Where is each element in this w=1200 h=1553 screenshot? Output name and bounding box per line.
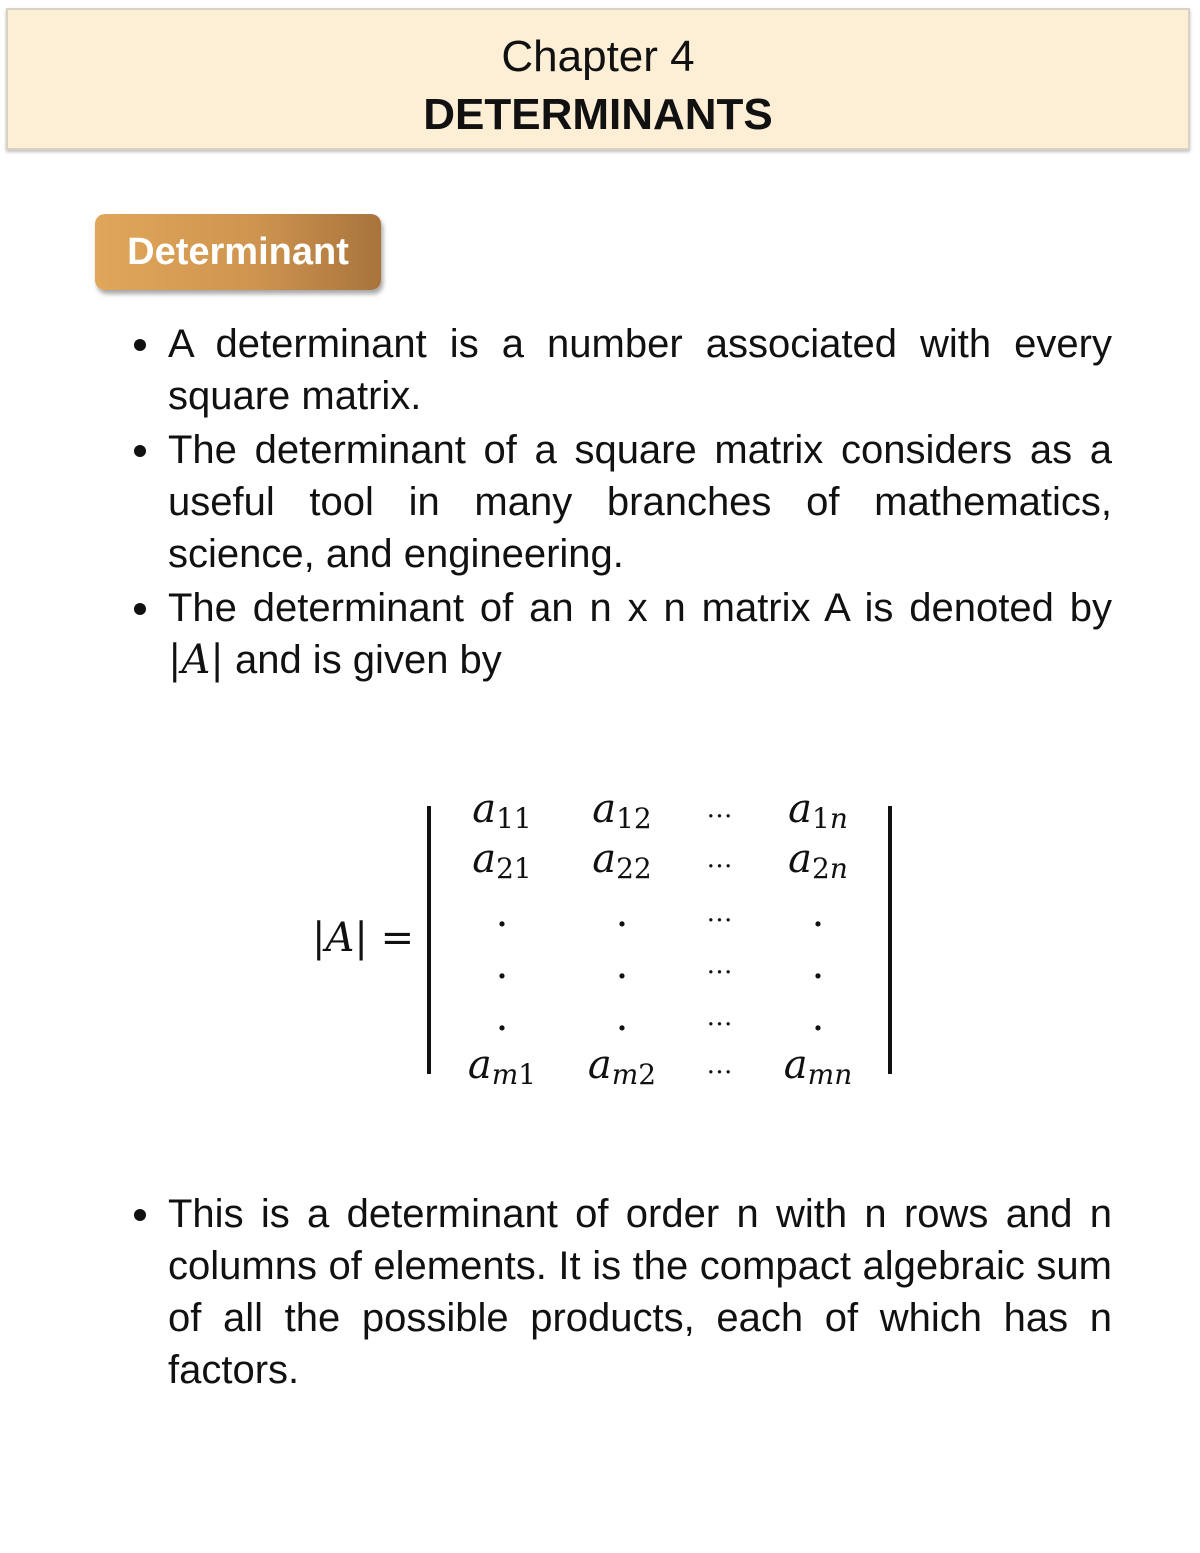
matrix-vertical-dot: . [495, 942, 509, 988]
bullet-text: A determinant is a number associated with every square matrix. [168, 322, 1112, 418]
matrix-element: $a_{m1}$ [467, 1042, 537, 1091]
matrix-vertical-dot: . [811, 890, 825, 936]
bullet-item [130, 318, 1112, 422]
matrix-element: $a_{12}$ [592, 786, 652, 835]
bullet-dot-icon [134, 445, 146, 457]
matrix-vertical-dot: . [811, 942, 825, 988]
matrix-ellipsis: … [706, 794, 734, 824]
inline-math-abs-a: |A| [168, 637, 224, 683]
bullet-dot-icon [134, 339, 146, 351]
bullet-text: The determinant of a square matrix considers as a useful tool in many branches of mathematics, science, and engineering. [168, 428, 1112, 576]
matrix-vertical-dot: . [615, 942, 629, 988]
matrix-element: $a_{21}$ [472, 836, 532, 885]
determinant-right-bar [888, 806, 892, 1074]
bullet-dot-icon [134, 603, 146, 615]
matrix-element: $a_{11}$ [472, 786, 532, 835]
bullet-text: This is a determinant of order n with n rows and n columns of elements. It is the compact algebraic sum of all the possible products, each of which has n factors. [168, 1192, 1112, 1392]
determinant-lhs: |A| = [312, 915, 415, 961]
bullet-text: The determinant of an n x n matrix A is denoted by [168, 586, 1112, 630]
matrix-vertical-dot: . [615, 890, 629, 936]
matrix-element: $a_{2n}$ [788, 836, 848, 885]
matrix-element: $a_{22}$ [592, 836, 652, 885]
matrix-ellipsis: … [706, 1050, 734, 1080]
chapter-header [6, 8, 1190, 150]
matrix-vertical-dot: . [495, 994, 509, 1040]
matrix-element: $a_{1n}$ [788, 786, 848, 835]
bullet-list-bottom [130, 1188, 1112, 1398]
lhs-variable: A [325, 915, 355, 961]
bullet-text-continued: and is given by [223, 638, 502, 682]
matrix-element: $a_{mn}$ [783, 1042, 853, 1091]
matrix-vertical-dot: . [615, 994, 629, 1040]
matrix-ellipsis: … [706, 950, 734, 980]
determinant-left-bar [427, 806, 431, 1074]
matrix-ellipsis: … [706, 898, 734, 928]
bullet-item [130, 582, 1112, 686]
equals-sign: = [380, 915, 415, 961]
matrix-ellipsis: … [706, 844, 734, 874]
matrix-vertical-dot: . [811, 994, 825, 1040]
chapter-number: Chapter 4 [501, 32, 695, 81]
matrix-vertical-dot: . [495, 890, 509, 936]
bullet-item [130, 1188, 1112, 1396]
matrix-ellipsis: … [706, 1002, 734, 1032]
matrix-element: $a_{m2}$ [587, 1042, 657, 1091]
bullet-dot-icon [134, 1209, 146, 1221]
section-badge: Determinant [95, 214, 381, 290]
bullet-list-top [130, 318, 1112, 688]
bullet-item [130, 424, 1112, 580]
chapter-title: DETERMINANTS [423, 90, 773, 139]
